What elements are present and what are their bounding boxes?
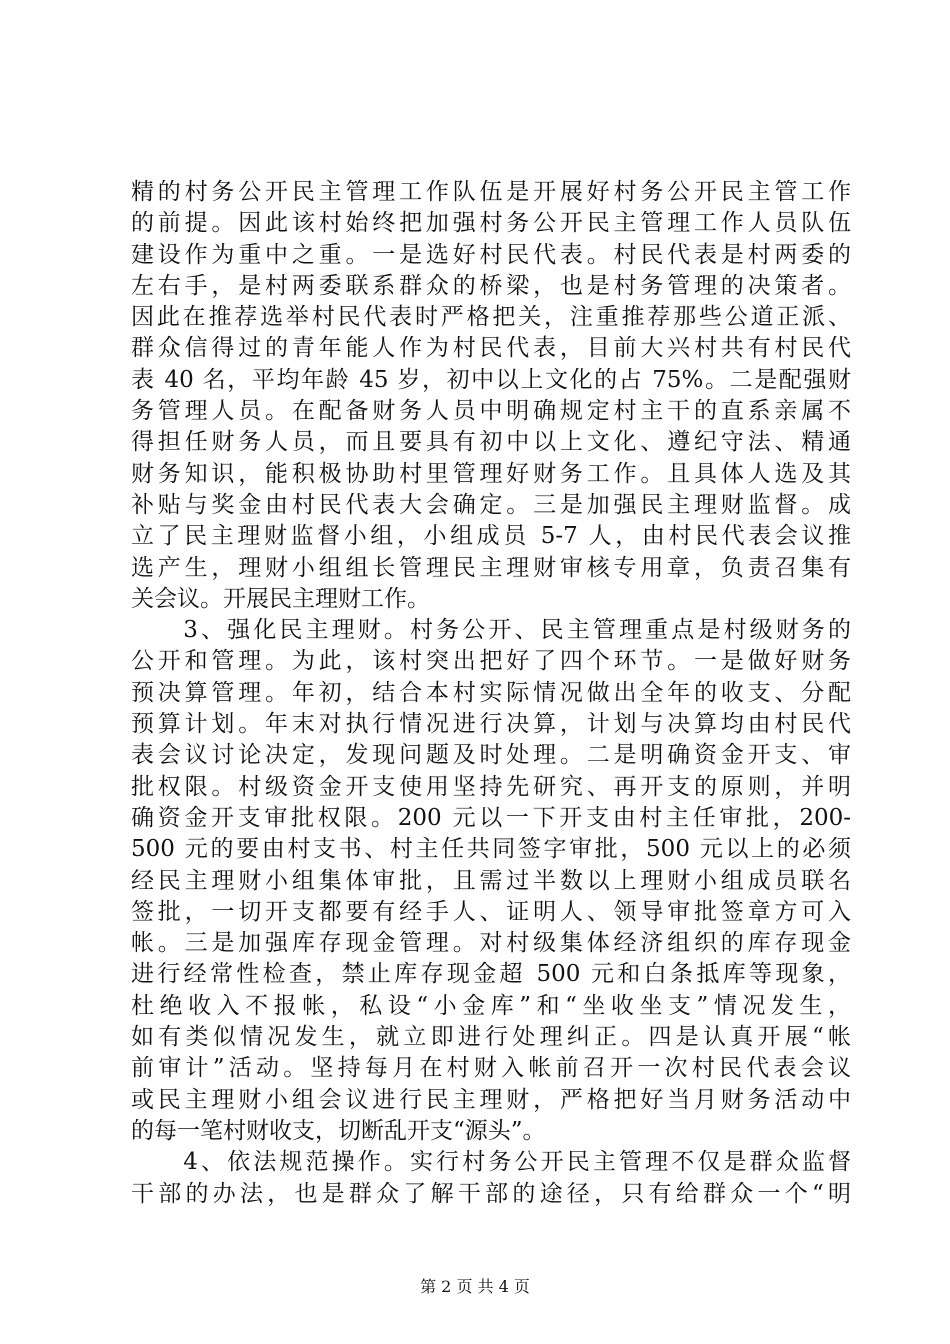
text-line: 务管理人员。在配备财务人员中明确规定村主干的直系亲属不 <box>131 398 851 425</box>
text-line: 选产生，理财小组组长管理民主理财审核专用章，负责召集有 <box>131 554 851 581</box>
text-line: 左右手，是村两委联系群众的桥梁，也是村务管理的决策者。 <box>131 272 851 299</box>
document-body <box>131 177 851 1210</box>
text-line: 因此在推荐选举村民代表时严格把关，注重推荐那些公道正派、 <box>131 304 851 331</box>
text-line: 预决算管理。年初，结合本村实际情况做出全年的收支、分配 <box>131 679 851 706</box>
text-line: 前审计”活动。坚持每月在村财入帐前召开一次村民代表会议 <box>131 1055 851 1082</box>
text-line: 的前提。因此该村始终把加强村务公开民主管理工作人员队伍 <box>131 210 851 237</box>
page-footer: 第 2 页 共 4 页 <box>420 1277 530 1296</box>
text-line: 立了民主理财监督小组，小组成员 5-7 人，由村民代表会议推 <box>131 523 851 550</box>
text-line: 进行经常性检查，禁止库存现金超 500 元和白条抵库等现象， <box>131 961 851 988</box>
text-line: 精的村务公开民主管理工作队伍是开展好村务公开民主管工作 <box>131 179 851 205</box>
text-line: 表会议讨论决定，发现问题及时处理。二是明确资金开支、审 <box>131 742 851 769</box>
text-line: 关会议。开展民主理财工作。 <box>131 585 430 612</box>
text-line: 批权限。村级资金开支使用坚持先研究、再开支的原则，并明 <box>131 773 851 800</box>
text-line: 经民主理财小组集体审批，且需过半数以上理财小组成员联名 <box>131 867 851 894</box>
text-line: 公开和管理。为此，该村突出把好了四个环节。一是做好财务 <box>131 648 851 675</box>
text-line: 的每一笔村财收支，切断乱开支“源头”。 <box>131 1117 546 1144</box>
text-line: 确资金开支审批权限。200 元以一下开支由村主任审批，200- <box>131 804 851 831</box>
text-line: 群众信得过的青年能人作为村民代表，目前大兴村共有村民代 <box>131 335 851 362</box>
text-line: 预算计划。年末对执行情况进行决算，计划与决算均由村民代 <box>131 711 851 738</box>
text-line: 或民主理财小组会议进行民主理财，严格把好当月财务活动中 <box>131 1086 851 1113</box>
text-line: 4、依法规范操作。实行村务公开民主管理不仅是群众监督 <box>131 1149 851 1176</box>
text-line: 500 元的要由村支书、村主任共同签字审批，500 元以上的必须 <box>131 836 851 863</box>
text-line: 建设作为重中之重。一是选好村民代表。村民代表是村两委的 <box>131 241 851 268</box>
text-line: 财务知识，能积极协助村里管理好财务工作。且具体人选及其 <box>131 460 851 487</box>
text-line: 帐。三是加强库存现金管理。对村级集体经济组织的库存现金 <box>131 930 851 957</box>
text-line: 杜绝收入不报帐，私设“小金库”和“坐收坐支”情况发生， <box>131 992 851 1019</box>
text-line: 如有类似情况发生，就立即进行处理纠正。四是认真开展“帐 <box>131 1024 851 1051</box>
text-line: 3、强化民主理财。村务公开、民主管理重点是村级财务的 <box>131 617 851 644</box>
text-line: 表 40 名，平均年龄 45 岁，初中以上文化的占 75%。二是配强财 <box>131 366 851 393</box>
text-line: 得担任财务人员，而且要具有初中以上文化、遵纪守法、精通 <box>131 429 851 456</box>
text-line: 干部的办法，也是群众了解干部的途径，只有给群众一个“明 <box>131 1180 851 1207</box>
text-line: 签批，一切开支都要有经手人、证明人、领导审批签章方可入 <box>131 898 851 925</box>
text-line: 补贴与奖金由村民代表大会确定。三是加强民主理财监督。成 <box>131 491 851 518</box>
